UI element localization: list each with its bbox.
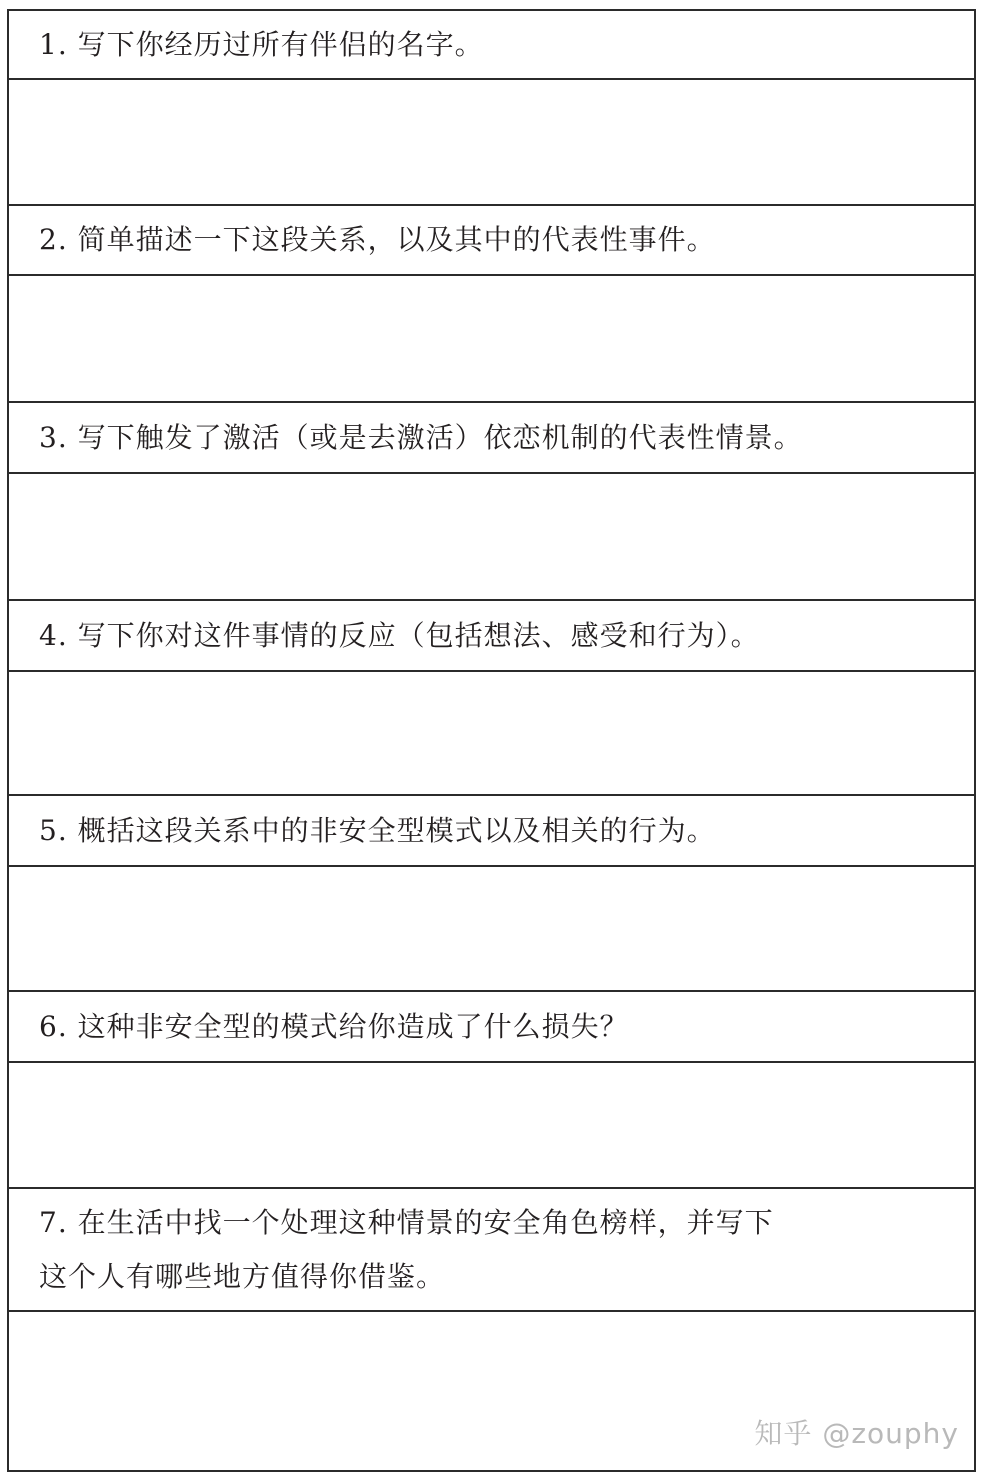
answer-field-6[interactable] <box>9 1063 974 1189</box>
question-2: 2. 简单描述一下这段关系，以及其中的代表性事件。 <box>9 206 974 276</box>
question-4: 4. 写下你对这件事情的反应（包括想法、感受和行为）。 <box>9 601 974 672</box>
answer-field-5[interactable] <box>9 867 974 992</box>
watermark: 知乎 @zouphy <box>754 1417 959 1450</box>
question-6: 6. 这种非安全型的模式给你造成了什么损失？ <box>9 992 974 1063</box>
answer-field-4[interactable] <box>9 672 974 796</box>
question-5: 5. 概括这段关系中的非安全型模式以及相关的行为。 <box>9 796 974 867</box>
answer-field-1[interactable] <box>9 80 974 206</box>
answer-field-3[interactable] <box>9 474 974 601</box>
worksheet-table <box>7 9 976 1472</box>
answer-field-2[interactable] <box>9 276 974 403</box>
question-1: 1. 写下你经历过所有伴侣的名字。 <box>9 11 974 80</box>
question-3: 3. 写下触发了激活（或是去激活）依恋机制的代表性情景。 <box>9 403 974 474</box>
question-7: 7. 在生活中找一个处理这种情景的安全角色榜样，并写下 这个人有哪些地方值得你借鉴。 <box>9 1189 974 1312</box>
